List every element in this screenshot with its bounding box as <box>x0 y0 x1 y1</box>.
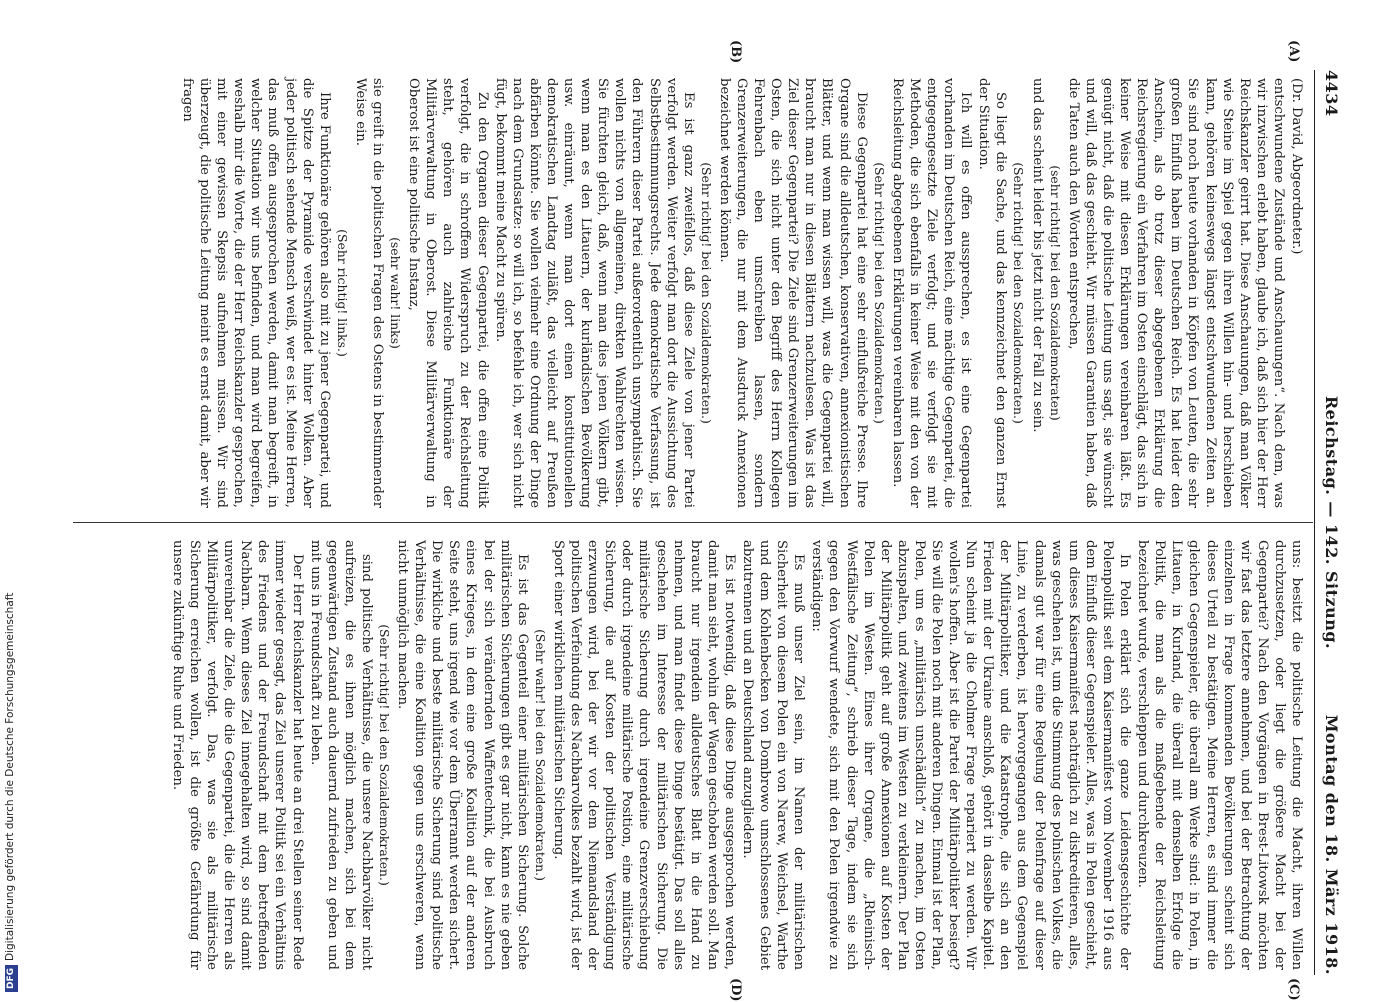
page-body <box>33 40 1353 1002</box>
paragraph: und das scheint leider bis jetzt nicht der Fall zu sein. <box>1029 78 1045 433</box>
paragraph: Es ist ganz zweifellos, daß diese Ziele von jener Partei verfolgt werden. Weiter verfolgt man dort die Aussichtung des Selbstbestimmungsrechts. Jede demokratische Verfassung, ist den Führern dieser Partei außerordentlich unsympathisch. Sie wollen nichts von allgemeinen, direkten Wahlrechten wissen. Sie fürchten gleich, daß, wenn man dies jenen Völkern gibt, wenn man es den Litauern, der kurländischen Bevölkerung usw. einräumt, wenn man dort einen konstitutionellen demokratischen Landtag zuläßt, das vielleicht auf Preußen abfärben könnte. Sie wollen vielmehr eine Ordnung der Dinge nach dem Grundsatze: so will ich, so befehle ich, wer sich nicht fügt, bekommt meine Macht zu spüren. <box>492 78 696 508</box>
interjection: (Sehr wahr! bei den Sozialdemokraten.) <box>532 629 548 881</box>
header-rule <box>1314 70 1315 975</box>
margin-mark-d: (D) <box>728 978 743 1002</box>
page-number: 4434 <box>1322 70 1341 117</box>
paragraph: Diese Gegenpartei hat eine sehr einflußreiche Presse. Ihre Organe sind die alldeutschen, konservativen, annexionistischen Blätter, und wenn man wissen will, was die Gegenpartei will, braucht man nur in diesen Blättern nachzulesen. Was ist das Ziel dieser Gegenpartei? Die Ziele sind Grenzerweiterungen im Osten, die sich nicht unter den Begriff des Herrn Kollegen Fehrenbach eben umschreiben lassen, sondern Grenzerweiterungen, die nur mit dem Ausdruck Annexionen bezeichnet werden können. <box>716 78 869 508</box>
interjection: (sehr wahr! links) <box>388 237 404 349</box>
paragraph: Ich will es offen aussprechen, es ist eine Gegenpartei vorhanden im Deutschen Reich, eine mächtige Gegenpartei, die entgegengesetzte Ziele verfolgt; und sie verfolgt sie mit Methoden, die sich ebenfalls in keiner Weise mit den von der Reichsleitung abgegebenen Erklärungen vereinbaren lassen. <box>889 78 974 508</box>
paragraph: So liegt die Sache, und das kennzeichnet den ganzen Ernst der Situation. <box>976 78 1009 508</box>
interjection: (Sehr richtig! bei den Sozialdemokraten.) <box>1011 162 1027 424</box>
interjection: (Sehr richtig! bei den Sozialdemokraten.) <box>698 162 714 424</box>
paragraph: Zu den Organen dieser Gegenpartei, die offen eine Politik verfolgt, die in schroffem Widerspruch zu der Reichsleitung steht, gehören auch zahlreiche Funktionäre der Militärverwaltung in Oberost. Diese Militärverwaltung in Oberost ist eine politische Instanz, <box>406 78 490 508</box>
paragraph: Der Herr Reichskanzler hat heute an drei Stellen seiner Rede immer wieder gesagt, das Ziel unserer Politik sei ein Verhältnis des Friedens und der Freundschaft mit dem betreffenden Nachbarn. Wenn dieses Ziel innegehalten wird, so sind damit unvereinbar die Ziele, die die Gegenpartei, die die Herren als Militärpolitiker, verfolgt. Das, was sie als militärische Sicherung erreichen wollen, ist die größte Gefährdung für unsere zukünftige Ruhe und Frieden. <box>169 540 305 970</box>
page-header <box>1317 70 1341 975</box>
paragraph: Ihre Funktionäre gehören also mit zu jener Gegenpartei, und die Spitze der Pyramide verschwindet hinter Wolken. Aber jeder politisch sehende Mensch weiß, wer es ist. Meine Herren, das muß offen ausgesprochen werden, damit man begreift, in welcher Situation wir uns befinden, und man wird begreifen, weshalb mir die Worte, die der Herr Reichskanzler gesprochen, mit einer gewissen Skepsis aufnehmen müssen. Wir sind überzeugt, die politische Leitung meint es ernst damit, aber wir fragen <box>180 78 332 508</box>
right-column <box>168 540 1305 970</box>
credit-text: Digitalisierung gefördert durch die Deutsche Forschungsgemeinschaft <box>4 592 16 961</box>
session-date: Montag den 18. März 1918. <box>1322 714 1341 975</box>
interjection: (Sehr richtig! links.) <box>334 229 350 357</box>
interjection: (Sehr richtig! bei den Sozialdemokraten.) <box>377 624 393 886</box>
footer-strip <box>0 0 22 1000</box>
paragraph: sind politische Verhältnisse, die unsere Nachbarvölker nicht aufreizen, die es ihnen möglich machen, sich bei dem gegenwärtigen Zustand auch dauernd zufrieden zu geben und mit uns in Freundschaft zu leben. <box>307 540 374 970</box>
session-title: Reichstag. — 142. Sitzung. <box>1322 395 1341 650</box>
column-divider <box>73 522 1313 523</box>
digitization-credit <box>4 0 26 992</box>
margin-mark-c: (C) <box>1286 978 1301 1001</box>
paragraph: uns: besitzt die politische Leitung die Macht, ihren Willen durchzusetzen, oder liegt die größere Macht bei der Gegenpartei? Nach den Vorgängen in Brest-Litowsk möchten wir fast das letztere annehmen, und bei der Betrachtung der einzelnen in Frage kommenden Bevölkerungen scheint sich dieses Urteil zu bestätigen. Meine Herren, es sind immer die gleichen Gegenspieler, die überall am Werke sind: in Polen, in Litauen, in Kurland, die überall mit demselben Erfolge die Politik, die man als die maßgebende der Reichsleitung bezeichnet wurde, verschleppen und durchkreuzen. <box>1135 540 1304 970</box>
margin-mark-b: (B) <box>728 40 743 64</box>
margin-mark-a: (A) <box>1286 40 1301 63</box>
paragraph: entschwundene Zustände und Anschauungen“. Nach dem, was wir inzwischen erlebt haben, glaube ich, daß sich hier der Herr Reichskanzler geirrt hat. Diese Anschauungen, daß man Völker wie Steine im Spiel gegen ihren Willen hin- und herschieben kann, gehören keineswegs längst entschwundenen Zeiten an. Sie sind noch heute vorhanden in Köpfen von Leuten, die sehr großen Einfluß haben im Deutschen Reich. Es hat leider den Anschein, als ob trotz dieser abgegebenen Erklärung die Reichsregierung ein Verfahren im Osten einschlägt, das sich in keiner Weise mit diesen Erklärungen vereinbaren läßt. Es genügt nicht, daß die politische Leitung uns sagt, sie wünscht und will, daß das geschieht. Wir müssen Garantien haben, daß die Taten auch den Worten entsprechen, <box>1065 78 1286 508</box>
paragraph: Es ist das Gegenteil einer militärischen Sicherung. Solche militärischen Sicherungen gibt es gar nicht, kann es nie geben bei der sich verändernden Waffentechnik, die bei Ausbruch eines Krieges, in dem eine große Koalition auf der anderen Seite steht, uns irgend wie vor dem Überrannt werden sichert. Die wirkliche und beste militärische Sicherung sind politische Verhältnisse, die eine Koalition gegen uns erschweren, wenn nicht unmöglich machen. <box>395 540 530 970</box>
paragraph: (Dr. David, Abgeordneter.) <box>1289 78 1304 255</box>
paragraph: sie greift in die politischen Fragen des Ostens in bestimmender Weise ein. <box>352 78 386 508</box>
paragraph: Es muß unser Ziel sein, im Namen der militärischen Sicherheit von diesem Polen ein von Narew, Weichsel, Warthe und dem Kohlenbecken von Dombrowo umschlossenes Gebiet abzutrennen und an Deutschland anzugliedern. <box>740 540 807 970</box>
paragraph: Es ist notwendig, daß diese Dinge ausgesprochen werden, damit man sieht, wohin der Wagen geschoben werden soll. Man braucht nur irgendein alldeutsches Blatt in die Hand zu nehmen, und man findet diese Dinge bestätigt. Das soll alles geschehen im Interesse der militärischen Sicherung. Die militärische Sicherung durch irgendeine Grenzverschiebung oder durch irgendeine militärische Position, eine militärische Sicherung, die auf Kosten der politischen Verständigung erzwungen wird, bei der wir vor dem Niemandsland der politischen Verfeindung des Nachbarvolkes bezahlt wird, ist der Sport einer wirklichen militärischen Sicherung. <box>550 540 737 970</box>
paragraph: In Polen erklärt sich die ganze Leidensgeschichte der Polenpolitik seit dem Kaisermanifest vom November 1916 aus dem Einfluß dieser Gegenspieler. Alles, was in Polen geschieht, um dieses Kaisermanifest nachträglich zu diskreditieren, alles, was geschehen ist, um die Stimmung des polnischen Volkes, die damals gut war für eine Regelung der Polenfrage auf dieser Linie, zu verderben, ist hervorgegangen aus dem Gegenspiel der Militärpolitiker, und die Katastrophe, die sich an den Frieden mit der Ukraine anschloß, gehört in dasselbe Kapitel. Nun scheint ja die Cholmer Frage repariert zu werden. Wir wollen's hoffen. Aber ist die Partei der Militärpolitiker besiegt? Sie will die Polen noch mit anderen Dingen. Einmal ist der Plan, Polen, um es „militärisch unschädlich“ zu machen, im Osten abzuspalten, und zweitens im Westen zu verkleinern. Der Plan der Militärpolitik geht auf große Annexionen auf Kosten der Polen im Westen. Eines ihrer Organe, die „Rheinisch-Westfälische Zeitung“, schrieb dieser Tage, indem sie sich gegen den Vorwurf wendete, sich mit den Polen irgendwie zu verständigen: <box>809 540 1133 970</box>
interjection: (sehr richtig! bei den Sozialdemokraten) <box>1047 165 1063 421</box>
dfg-logo: DFG <box>5 965 18 992</box>
left-column <box>178 78 1305 508</box>
interjection: (Sehr richtig! bei den Sozialdemokraten.) <box>871 162 887 424</box>
